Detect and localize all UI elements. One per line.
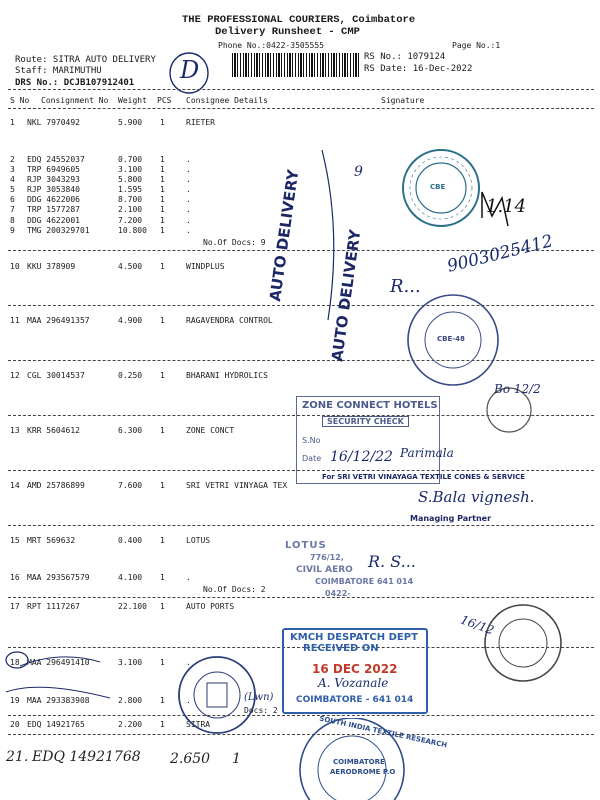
kmch-signature: A. Vozanale — [318, 676, 389, 690]
row-consignee: ZONE CONCT — [186, 426, 235, 435]
row-weight: 0.400 — [118, 536, 143, 545]
row-consignee: . — [186, 216, 191, 225]
row-pcs: 1 — [160, 720, 165, 729]
row-pcs: 1 — [160, 658, 165, 667]
zone-signature: Parimala — [400, 446, 454, 460]
row-consignment: RJP 3053840 — [27, 185, 80, 194]
lotus-address-2: CIVIL AERO — [296, 565, 353, 575]
row-sno: 10 — [10, 262, 20, 271]
row-pcs: 1 — [160, 262, 165, 271]
kmch-dept: KMCH DESPATCH DEPT — [290, 632, 418, 643]
rieter-signature: 1.14 — [486, 196, 527, 217]
cbe-label: CBE — [430, 183, 446, 191]
row-weight: 0.700 — [118, 155, 143, 164]
row-weight: 1.595 — [118, 185, 143, 194]
rs-number: RS No.: 1079124 — [364, 52, 446, 62]
row-consignee: . — [186, 175, 191, 184]
row-consignment: MAA 293383908 — [27, 696, 90, 705]
row-weight: 5.800 — [118, 175, 143, 184]
autoports-signature: 16/12 — [458, 612, 496, 638]
row-18-signature: (Lwn) — [244, 692, 274, 703]
row-weight: 8.700 — [118, 195, 143, 204]
staff-label: Staff: MARIMUTHU — [15, 66, 102, 76]
row-consignment: MAA 296491357 — [27, 316, 90, 325]
row-consignee: SITRA — [186, 720, 211, 729]
row-weight: 10.800 — [118, 226, 147, 235]
row-consignee: . — [186, 185, 191, 194]
row-divider — [8, 525, 594, 526]
rs-date: RS Date: 16-Dec-2022 — [364, 64, 473, 74]
row-consignment: DDG 4622001 — [27, 216, 80, 225]
row-consignee: AUTO PORTS — [186, 602, 235, 611]
autoports-round-stamp — [478, 598, 568, 688]
row-consignment: KKU 378909 — [27, 262, 76, 271]
row-pcs: 1 — [160, 481, 165, 490]
zone-connect-title: ZONE CONNECT HOTELS — [302, 400, 438, 411]
col-weight: Weight — [118, 96, 147, 105]
page-number: Page No.:1 — [452, 41, 501, 50]
col-signature: Signature — [381, 96, 425, 105]
kmch-date: 16 DEC 2022 — [312, 662, 398, 676]
zone-date: 16/12/22 — [330, 449, 393, 465]
vetri-signature: S.Bala vignesh. — [418, 488, 535, 506]
row-pcs: 1 — [160, 155, 165, 164]
route-label: Route: SITRA AUTO DELIVERY — [15, 55, 156, 65]
docs-count: No.Of Docs: 9 — [203, 238, 266, 247]
row-weight: 5.900 — [118, 118, 143, 127]
row-consignment: RJP 3043293 — [27, 175, 80, 184]
row-pcs: 1 — [160, 226, 165, 235]
row-sno: 6 — [10, 195, 15, 204]
row-sno: 2 — [10, 155, 15, 164]
row-consignee: . — [186, 696, 191, 705]
row-consignee: RIETER — [186, 118, 215, 127]
row-consignee: WINDPLUS — [186, 262, 225, 271]
phone-number: Phone No.:0422-3505555 — [218, 41, 324, 50]
drs-number: DRS No.: DCJB107912401 — [15, 78, 135, 88]
header-rule-bottom — [8, 108, 594, 109]
row-sno: 9 — [10, 226, 15, 235]
row-consignee: . — [186, 195, 191, 204]
sitra-name: SOUTH INDIA TEXTILE RESEARCH — [318, 714, 448, 750]
row-consignment: TMG 200329701 — [27, 226, 90, 235]
row-pcs: 1 — [160, 536, 165, 545]
auto-delivery-stamp-2: AUTO DELIVERY — [328, 228, 365, 363]
lotus-signature: R. S... — [368, 552, 416, 571]
row-consignment: CGL 30014537 — [27, 371, 85, 380]
row-consignee: . — [186, 155, 191, 164]
vetri-stamp: For SRI VETRI VINAYAGA TEXTILE CONES & SERVICE — [322, 473, 526, 481]
row-consignee: SRI VETRI VINYAGA TEX — [186, 481, 288, 490]
row-pcs: 1 — [160, 118, 165, 127]
row-sno: 4 — [10, 175, 15, 184]
row-consignment: TRP 1577287 — [27, 205, 80, 214]
row-consignee: LOTUS — [186, 536, 211, 545]
row-sno: 3 — [10, 165, 15, 174]
handwritten-d: D — [180, 56, 200, 84]
kmch-received: RECEIVED ON — [303, 643, 379, 654]
row-weight: 3.100 — [118, 165, 143, 174]
row-consignment: AMD 25786899 — [27, 481, 85, 490]
row-pcs: 1 — [160, 573, 165, 582]
auto-delivery-stamp-1: AUTO DELIVERY — [266, 168, 303, 303]
date-label: Date — [302, 454, 322, 463]
row-sno: 18 — [10, 658, 20, 667]
row-consignee: . — [186, 658, 191, 667]
header-rule-top — [8, 89, 594, 90]
row-consignment: DDG 4622006 — [27, 195, 80, 204]
row-pcs: 1 — [160, 371, 165, 380]
sitra-city: COIMBATORE — [333, 758, 385, 766]
lotus-address-1: 776/12, — [310, 553, 344, 562]
row-weight: 2.100 — [118, 205, 143, 214]
row-sno: 20 — [10, 720, 20, 729]
kmch-city: COIMBATORE - 641 014 — [296, 695, 414, 705]
row-sno: 5 — [10, 185, 15, 194]
hand-consignment: EDQ 14921768 — [32, 749, 141, 765]
row-consignee: RAGAVENDRA CONTROL — [186, 316, 273, 325]
large-check-stroke — [312, 140, 382, 330]
row-pcs: 1 — [160, 195, 165, 204]
row-pcs: 1 — [160, 696, 165, 705]
col-consignee: Consignee Details — [186, 96, 268, 105]
row-consignee: . — [186, 226, 191, 235]
hand-sno: 21. — [6, 749, 29, 765]
hand-pcs: 1 — [232, 751, 241, 767]
row-pcs: 1 — [160, 602, 165, 611]
rieter-sig-stroke — [478, 188, 518, 230]
row-weight: 7.200 — [118, 216, 143, 225]
managing-partner: Managing Partner — [410, 514, 492, 523]
docs-count: No.Of Docs: 2 — [203, 585, 266, 594]
bharani-signature: Bo 12/2 — [494, 382, 541, 396]
row-marks — [0, 640, 120, 750]
row-pcs: 1 — [160, 185, 165, 194]
row-sno: 1 — [10, 118, 15, 127]
docs-count: Docs: 2 — [244, 706, 278, 715]
row-weight: 22.100 — [118, 602, 147, 611]
sno-label: S.No — [302, 436, 321, 445]
row-sno: 17 — [10, 602, 20, 611]
runsheet-title: Delivery Runsheet - CMP — [215, 26, 360, 38]
row-consignment: TRP 6949605 — [27, 165, 80, 174]
row-divider — [8, 360, 594, 361]
row-sno: 14 — [10, 481, 20, 490]
row-sno: 15 — [10, 536, 20, 545]
col-consignment: Consignment No — [41, 96, 109, 105]
hand-weight: 2.650 — [170, 751, 211, 767]
row-weight: 2.200 — [118, 720, 143, 729]
row-weight: 4.100 — [118, 573, 143, 582]
phone-note: 9003025412 — [445, 231, 555, 277]
row-sno: 19 — [10, 696, 20, 705]
row-sno: 8 — [10, 216, 15, 225]
row-consignment: MRT 569632 — [27, 536, 76, 545]
lotus-address-3: COIMBATORE 641 014 — [315, 577, 414, 586]
row-consignment: NKL 7970492 — [27, 118, 80, 127]
security-check-label: SECURITY CHECK — [322, 416, 409, 427]
row-consignee: BHARANI HYDROLICS — [186, 371, 268, 380]
row-consignment: MAA 296491410 — [27, 658, 90, 667]
ragavendra-signature: R... — [390, 276, 421, 297]
row-sno: 7 — [10, 205, 15, 214]
sitra-po: AERODROME P.O — [330, 768, 396, 776]
row-pcs: 1 — [160, 205, 165, 214]
row-consignment: RPT 1117267 — [27, 602, 80, 611]
company-name: THE PROFESSIONAL COURIERS, Coimbatore — [182, 14, 416, 26]
row-weight: 4.500 — [118, 262, 143, 271]
row-pcs: 1 — [160, 426, 165, 435]
row-sno: 16 — [10, 573, 20, 582]
row-consignment: EDQ 24552037 — [27, 155, 85, 164]
row-consignment: EDQ 14921765 — [27, 720, 85, 729]
row-pcs: 1 — [160, 165, 165, 174]
row-sno: 12 — [10, 371, 20, 380]
row-weight: 2.800 — [118, 696, 143, 705]
row-consignment: MAA 293567579 — [27, 573, 90, 582]
row-consignee: . — [186, 165, 191, 174]
lotus-stamp: LOTUS — [285, 540, 327, 551]
col-pcs: PCS — [157, 96, 172, 105]
handwritten-nine: 9 — [354, 164, 363, 180]
lotus-phone: 0422- — [325, 589, 351, 598]
row-weight: 3.100 — [118, 658, 143, 667]
row-weight: 6.300 — [118, 426, 143, 435]
row-pcs: 1 — [160, 175, 165, 184]
row-consignee: . — [186, 573, 191, 582]
barcode — [232, 53, 360, 77]
row-pcs: 1 — [160, 316, 165, 325]
row-sno: 13 — [10, 426, 20, 435]
row-divider — [8, 305, 594, 306]
row-weight: 4.900 — [118, 316, 143, 325]
row-sno: 11 — [10, 316, 20, 325]
row-weight: 0.250 — [118, 371, 143, 380]
row-weight: 7.600 — [118, 481, 143, 490]
col-sno: S No — [10, 96, 30, 105]
row-consignment: KRR 5604612 — [27, 426, 80, 435]
cbe48-label: CBE-48 — [437, 335, 465, 343]
row-consignee: . — [186, 205, 191, 214]
row-pcs: 1 — [160, 216, 165, 225]
